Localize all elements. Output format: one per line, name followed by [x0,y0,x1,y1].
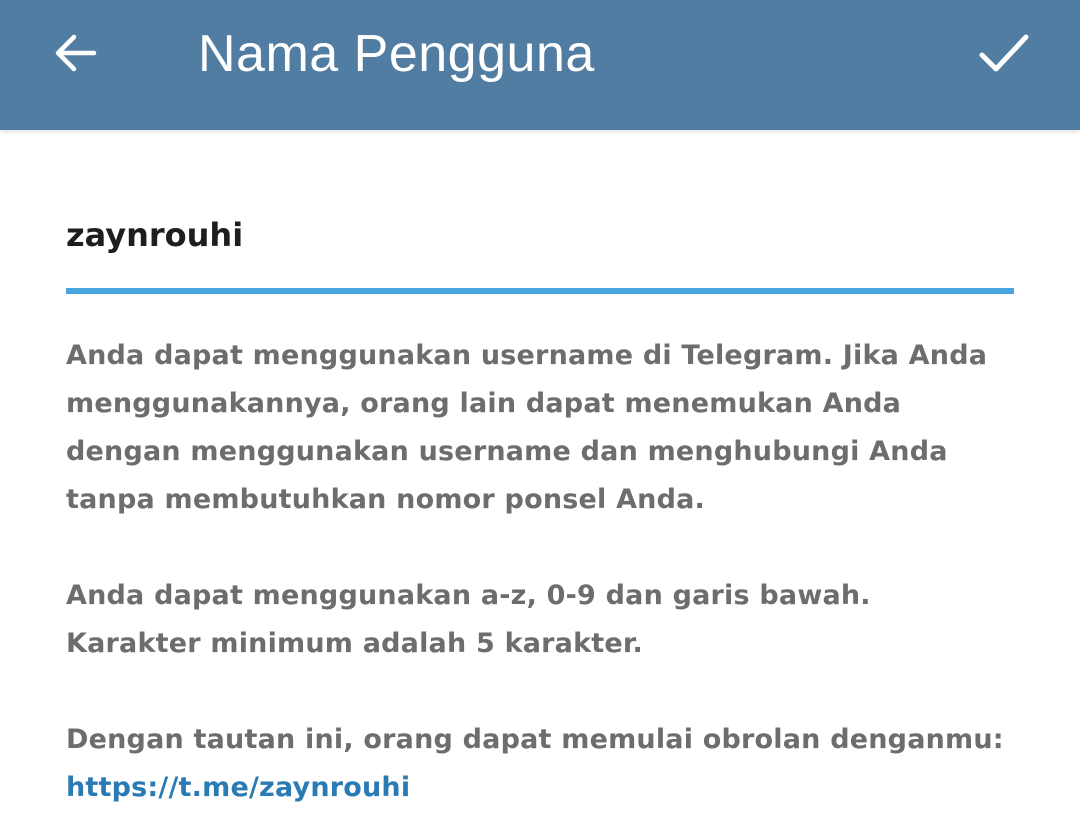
help-text [66,332,1014,812]
help-paragraph-2-line-1: Anda dapat menggunakan a-z, 0-9 dan garis bawah. [66,580,871,611]
back-button[interactable] [36,18,116,88]
help-paragraph-1: Anda dapat menggunakan username di Telegram. Jika Anda menggunakannya, orang lain dapat menemukan Anda dengan menggunakan username dan menghubungi Anda tanpa membutuhkan nomor ponsel Anda. [66,340,988,515]
arrow-left-icon [52,29,100,77]
username-input[interactable] [66,200,1014,270]
profile-link[interactable]: https://t.me/zaynrouhi [66,772,411,803]
app-bar [0,0,1080,130]
input-underline [66,288,1014,294]
checkmark-icon [978,31,1030,75]
content [66,200,1014,812]
help-paragraph-3: Dengan tautan ini, orang dapat memulai obrolan denganmu: [66,724,1004,755]
page-title: Nama Pengguna [198,25,595,83]
done-button[interactable] [964,18,1044,88]
help-paragraph-2-line-2: Karakter minimum adalah 5 karakter. [66,628,643,659]
